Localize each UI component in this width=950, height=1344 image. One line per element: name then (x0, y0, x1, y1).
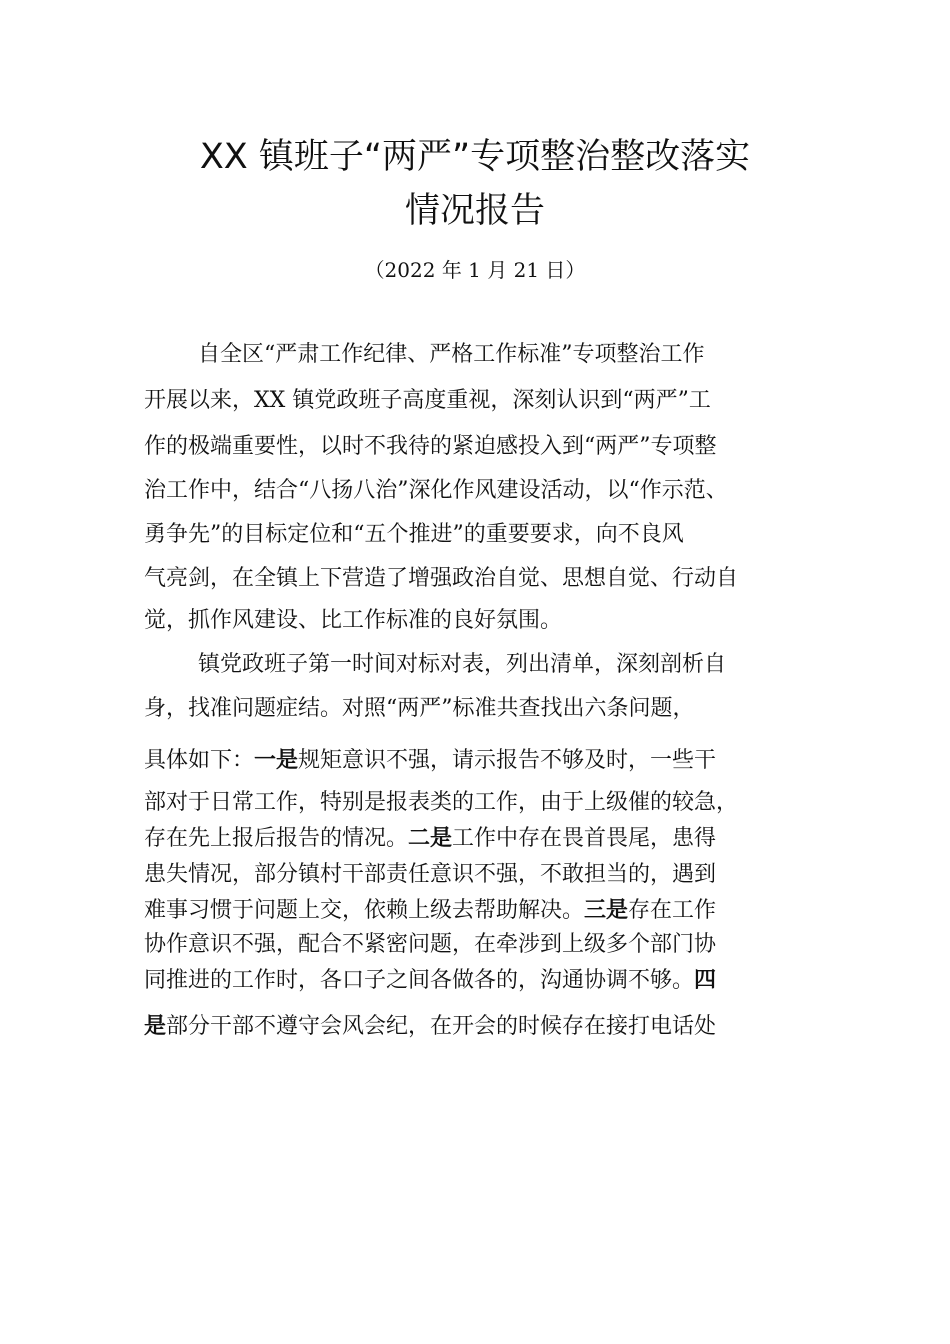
paragraph-2-line: 部对于日常工作，特别是报表类的工作，由于上级催的较急， (144, 790, 739, 815)
paragraph-2-line: 患失情况，部分镇村干部责任意识不强，不敢担当的，遇到 (144, 862, 717, 887)
item-marker-4-part-2: 是 (144, 1014, 167, 1039)
line-text: 难事习惯于问题上交，依赖上级去帮助解决。 (144, 898, 585, 923)
paragraph-2-line (144, 1012, 716, 1042)
paragraph-2-line: 身，找准问题症结。对照“两严”标准共查找出六条问题， (144, 696, 695, 721)
item-marker-2: 二是 (408, 826, 453, 851)
line-text: 部分干部不遵守会风会纪，在开会的时候存在接打电话处 (166, 1014, 717, 1039)
line-text: 工作中存在畏首畏尾，患得 (452, 826, 717, 851)
line-text: 存在工作 (628, 898, 717, 923)
paragraph-1-line: 勇争先”的目标定位和“五个推进”的重要要求，向不良风 (144, 522, 684, 547)
line-text: 存在先上报后报告的情况。 (144, 826, 409, 851)
paragraph-1-line: 气亮剑，在全镇上下营造了增强政治自觉、思想自觉、行动自 (144, 566, 739, 591)
paragraph-1-line: 作的极端重要性，以时不我待的紧迫感投入到“两严”专项整 (144, 434, 717, 459)
paragraph-2-line (144, 896, 716, 926)
paragraph-2-line: 镇党政班子第一时间对标对表，列出清单，深刻剖析自 (198, 652, 727, 677)
item-marker-1: 一是 (254, 748, 299, 773)
paragraph-1-line: 治工作中，结合“八扬八治”深化作风建设活动，以“作示范、 (144, 478, 728, 503)
paragraph-1-line: 自全区“严肃工作纪律、严格工作标准”专项整治工作 (198, 342, 705, 367)
paragraph-2-line (144, 746, 716, 776)
paragraph-2-line: 协作意识不强，配合不紧密问题，在牵涉到上级多个部门协 (144, 932, 717, 957)
item-marker-3: 三是 (584, 898, 629, 923)
paragraph-2-line (144, 966, 716, 996)
document-title-line-2: 情况报告 (404, 191, 545, 231)
item-marker-4-part-1: 四 (694, 968, 717, 993)
document-date: （2022 年 1 月 21 日） (364, 258, 586, 282)
paragraph-2-line (144, 824, 716, 854)
line-text: 同推进的工作时，各口子之间各做各的，沟通协调不够。 (144, 968, 695, 993)
line-text: 规矩意识不强，请示报告不够及时，一些干 (298, 748, 717, 773)
document-title-line-1: XX 镇班子“两严”专项整治整改落实 (199, 137, 751, 177)
paragraph-1-line: 开展以来，XX 镇党政班子高度重视，深刻认识到“两严”工 (144, 388, 711, 413)
paragraph-1-line: 觉，抓作风建设、比工作标准的良好氛围。 (144, 608, 563, 633)
line-text: 具体如下： (144, 748, 255, 773)
